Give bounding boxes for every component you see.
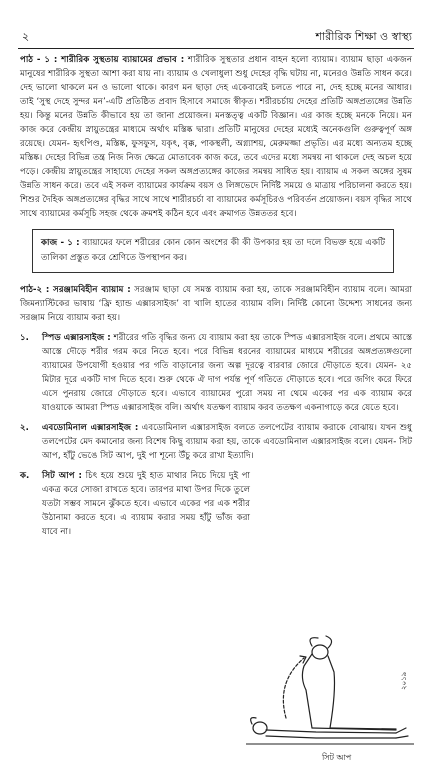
sit-up-illustration [246, 632, 416, 758]
abdominal-exercise-text: এবডোমিনাল এক্সারসাইজ বলতে তলপেটের ব্যায়াম করাকে বোঝায়। যখন শুধু তলপেটের মেদ কমানোর জন্য বিশেষ কিছু ব্যায়াম করা হয়, তাকে এবডোমিনাল এক্সারসাইজ বলে। যেমন- সিট আপ, হাঁটু ভেঙে সিট আপ, দুই পা শূন্যে উঁচু করে রাখা ইত্যাদি। [42, 423, 412, 461]
item-number: ক. [20, 471, 30, 481]
figure-caption: সিট আপ [322, 753, 352, 762]
page-body [20, 53, 412, 539]
item-number: ২. [20, 423, 29, 433]
lesson-2-paragraph [20, 283, 412, 325]
lesson-2-text: সরঞ্জাম ছাড়া যে সমস্ত ব্যায়াম করা হয়, তাকে সরঞ্জামবিহীন ব্যায়াম বলে। আমরা জিমন্যাস্টিকের ভাষায় ‘ফ্রি হ্যান্ড এক্সারসাইজ’ বা খালি হাতের ব্যায়াম বলি। নির্দিষ্ট কোনো উদ্দেশ্য সাধনের জন্য সরঞ্জাম নিয়ে ব্যায়াম করা হয়। [20, 285, 412, 323]
abdominal-exercise-heading: এবডোমিনাল এক্সারসাইজ : [42, 423, 139, 433]
abdominal-exercise-item [20, 421, 412, 463]
lesson-1-text: শারীরিক সুস্থতার প্রধান বাহন হলো ব্যায়াম। ব্যায়াম ছাড়া একজন মানুষের শারীরিক সুস্থতা আশা করা যায় না। ব্যায়াম ও খেলাধুলা শুধু দেহের বৃদ্ধি ঘটায় না, মনেরও উন্নতি সাধন করে। দেহ ভালো থাকলে মন ও ভালো থাকে। কারণ মন ছাড়া দেহ একেবারেই চলতে পারে না, দেহ হচ্ছে মনের আধার। তাই ‘সুস্থ দেহে সুন্দর মন’-এটি প্রতিষ্ঠিত প্রবাদ হিসাবে সমাজে স্বীকৃত। শরীরচর্চায় দেহের প্রতিটি অঙ্গপ্রত্যঙ্গের উন্নতি হয়। কিন্তু মনের উন্নতি কীভাবে হয় তা জানা প্রয়োজন। মনস্তত্ত্ব একটি বিজ্ঞান। এর কাজ হচ্ছে মনকে নিয়ে। মন কাজ করে কেন্দ্রীয় স্নায়ুতন্ত্রের মাধ্যমে অর্থাৎ মস্তিষ্ক দ্বারা। প্রতিটি মানুষের দেহের মধ্যেই অনেকগুলি গুরুত্বপূর্ণ অঙ্গ রয়েছে। যেমন- হৃৎপিণ্ড, মস্তিষ্ক, ফুসফুস, যকৃৎ, বৃক্ক, পাকস্থলী, অগ্ন্যাশয়, মেরুমজ্জা প্রভৃতি। এর মধ্যে অন্যতম হচ্ছে মস্তিষ্ক। দেহের বিভিন্ন তন্ত্র নিজ নিজ ক্ষেত্রে মোতাবেক কাজ করে, তবে এদের মধ্যে সমন্বয় না থাকলে দেহ অচল হয়ে পড়ে। কেন্দ্রীয় স্নায়ুতন্ত্রের সাহায্যে দেহের সকল অঙ্গপ্রত্যঙ্গের কাজের সমন্বয় সাধিত হয়। ব্যায়াম এ সকল অঙ্গের সুষম উন্নতি সাধন করে। তবে এই সকল ব্যায়ামের কার্যক্রম বয়স ও লিঙ্গভেদে নির্দিষ্ট সময়ে ও মাত্রায় পরিচালনা করতে হয়। শিশুর দৈহিক অঙ্গপ্রত্যঙ্গের বৃদ্ধির সাথে সাথে শারীরচর্চা বা ব্যায়ামের কর্মসূচিরও পরিবর্তন প্রয়োজন। বয়স বৃদ্ধির সাথে সাথে ব্যায়ামের কর্মসূচি সহজ থেকে ক্রমশই কঠিন হবে এবং ক্রমাগত উন্নততর হবে। [20, 55, 413, 219]
page-header [22, 28, 412, 44]
sit-up-item [20, 469, 250, 539]
header-rule [18, 48, 414, 49]
page-code: ২০১৯ [400, 671, 408, 690]
running-title: শারীরিক শিক্ষা ও স্বাস্থ্য [315, 30, 412, 43]
item-number: ১. [20, 333, 29, 343]
sit-up-heading: সিট আপ : [42, 471, 82, 481]
task-label: কাজ - ১ : [41, 238, 80, 248]
sit-up-text: চিৎ হয়ে শুয়ে দুই হাত মাথার নিচে দিয়ে দুই পা একত্র করে সোজা রাখতে হবে। তারপর মাথা উপর দিকে তুলে যতটা সম্ভব সামনে ঝুঁকতে হবে। এভাবে একের পর এক শরীর উঠানামা করতে হবে। এ ব্যায়াম করার সময় হাঁটু ভাঁজ করা যাবে না। [42, 471, 251, 537]
speed-exercise-text: শরীরের গতি বৃদ্ধির জন্য যে ব্যায়াম করা হয় তাকে স্পিড এক্সারসাইজ বলে। প্রথমে আস্তে আস্তে দৌড়ে শরীর গরম করে নিতে হবে। পরে বিভিন্ন ধরনের ব্যায়ামের মাধ্যমে শরীরের অঙ্গপ্রত্যঙ্গগুলো ব্যায়ামের উপযোগী হওয়ার পর গতি বাড়ানোর জন্য অল্প দূরত্বে বারবার জোরে দৌড়াতে হবে। যেমন- ২৫ মিটার দূরে একটি দাগ দিতে হবে। শুরু থেকে ঐ দাগ পর্যন্ত পূর্ণ গতিতে দৌড়াতে হবে। পরে জগিং করে ফিরে এসে পুনরায় জোরে দৌড়াতে হবে। এভাবে ব্যায়ামের পুরো সময় না থেমে একের পর এক ব্যায়াম করে যাওয়াকে আমরা স্পিড এক্সারসাইজ বলি। অর্থাৎ যতক্ষণ ব্যায়াম করব ততক্ষণ একনাগাড়ে করে যেতে হবে। [42, 333, 413, 413]
speed-exercise-heading: স্পিড এক্সারসাইজ : [42, 333, 111, 343]
task-box [32, 229, 394, 273]
lesson-1-heading: পাঠ - ১ : শারীরিক সুস্থতায় ব্যায়ামের প্রভাব : [20, 55, 185, 65]
page-number: ২ [22, 30, 30, 43]
task-text: ব্যায়ামের ফলে শরীরের কোন কোন অংশের কী কী উপকার হয় তা দলে বিভক্ত হয়ে একটি তালিকা প্রস্তুত করে শ্রেণিতে উপস্থাপন কর। [41, 238, 385, 263]
lesson-1-paragraph [20, 53, 412, 221]
lesson-2-heading: পাঠ-২ : সরঞ্জামবিহীন ব্যায়াম : [20, 285, 131, 295]
speed-exercise-item [20, 331, 412, 415]
